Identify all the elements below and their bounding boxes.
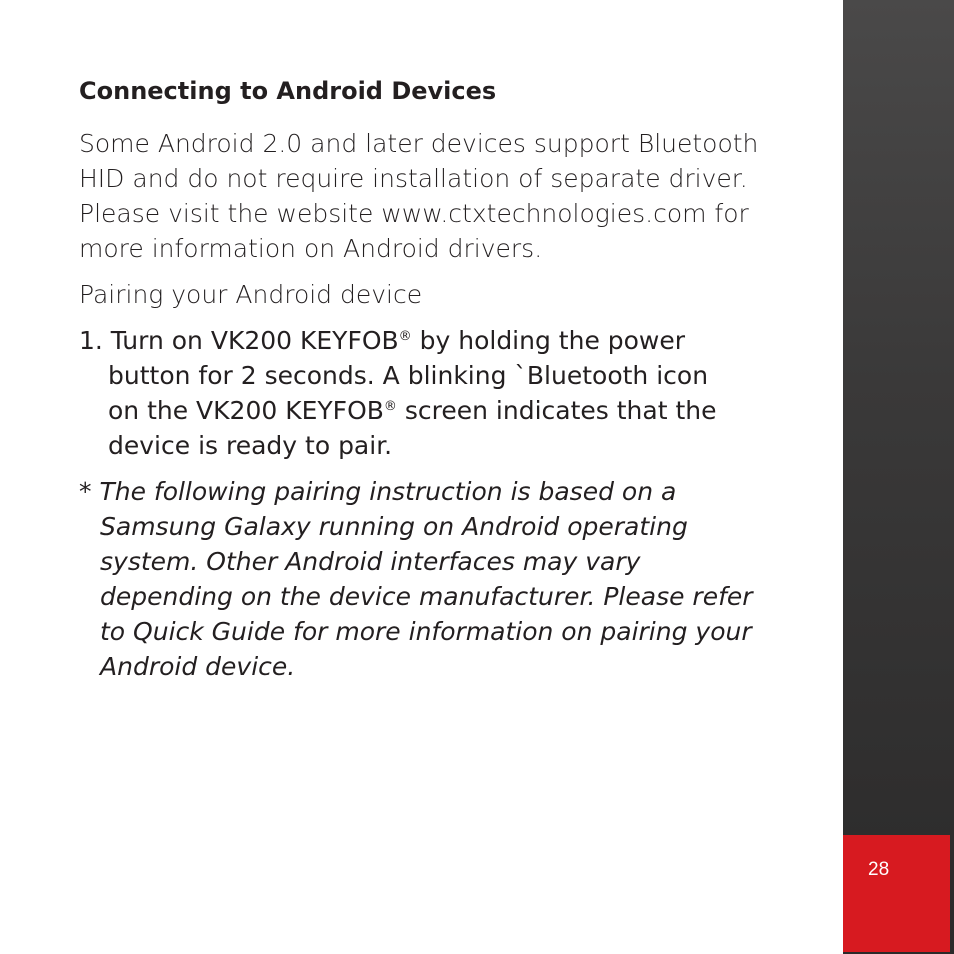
intro-line: Some Android 2.0 and later devices support Bluetooth — [79, 129, 759, 158]
note-line: * The following pairing instruction is based on a — [79, 477, 677, 506]
step-1-text: 1. Turn on VK200 KEYFOB — [79, 326, 399, 355]
step-1-line — [79, 323, 819, 358]
pairing-title-text: Pairing your Android device — [79, 280, 423, 309]
registered-mark: ® — [383, 399, 397, 414]
step-1-text: by holding the power — [411, 326, 686, 355]
section-heading: Connecting to Android Devices — [79, 77, 497, 105]
note-line: system. Other Android interfaces may vary — [100, 547, 641, 576]
step-1 — [79, 323, 819, 463]
step-1-text: on the VK200 KEYFOB — [108, 396, 384, 425]
pairing-title — [79, 277, 819, 312]
page-content — [79, 74, 819, 684]
intro-line: Please visit the website www.ctxtechnologies.com for — [79, 199, 749, 228]
pairing-note — [79, 474, 819, 684]
note-line: depending on the device manufacturer. Please refer — [100, 582, 753, 611]
registered-mark: ® — [398, 329, 412, 344]
step-1-line: button for 2 seconds. A blinking `Bluetooth icon — [108, 361, 709, 390]
step-1-line — [79, 393, 819, 428]
side-bar — [843, 0, 954, 954]
note-line: Samsung Galaxy running on Android operating — [100, 512, 688, 541]
page-number: 28 — [868, 859, 890, 880]
intro-paragraph — [79, 126, 819, 266]
step-1-text: screen indicates that the — [396, 396, 717, 425]
page-number-tab — [843, 835, 950, 952]
note-line: Android device. — [100, 652, 296, 681]
step-1-line: device is ready to pair. — [108, 431, 393, 460]
intro-line: more information on Android drivers. — [79, 234, 543, 263]
intro-line: HID and do not require installation of separate driver. — [79, 164, 748, 193]
note-line: to Quick Guide for more information on pairing your — [100, 617, 752, 646]
